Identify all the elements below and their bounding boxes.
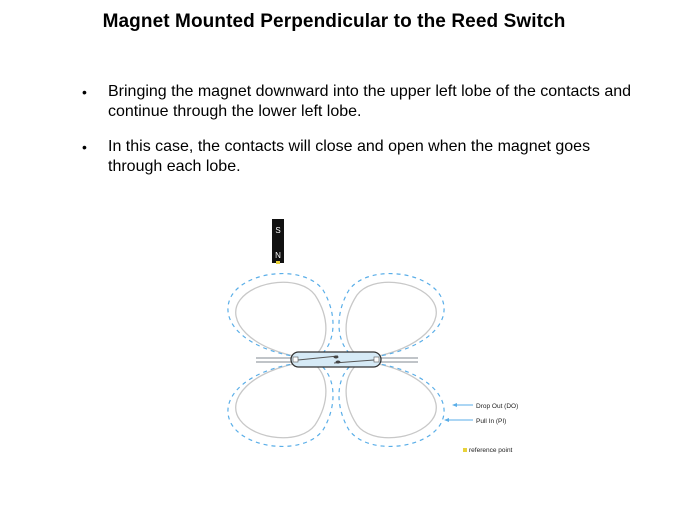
pull-in-lobe-lower-left [236,362,326,438]
drop-out-lobe-lower-left [228,363,333,446]
pull-in-lobe-lower-right [346,362,436,438]
magnet-south-label: S [275,226,281,235]
bullet-glyph: • [82,139,87,155]
magnet-reference-point [276,261,280,264]
bullet-text: In this case, the contacts will close and open when the magnet goes through each lobe. [108,138,591,175]
pull-in-lobe-upper-left [236,282,326,358]
drop-out-lobe-lower-right [339,363,444,446]
reed-switch [256,352,418,367]
pull-in-label: Pull In (PI) [476,418,507,425]
drop-out-lobe-upper-left [228,274,333,357]
pull-in-lobe-upper-right [346,282,436,358]
magnet-north-label: N [275,251,281,260]
drop-out-pointer-arrow-icon [452,403,457,407]
slide-title: Magnet Mounted Perpendicular to the Reed Switch [102,11,566,32]
legend [444,403,518,454]
reed-contact-tip-right [336,361,341,364]
bullet-glyph: • [82,84,87,100]
pull-in-pointer-arrow-icon [444,418,449,422]
reference-point-label: reference point [469,447,513,454]
reed-seal-right [374,357,379,362]
drop-out-label: Drop Out (DO) [476,403,519,410]
reed-seal-left [293,357,298,362]
reed-contact-tip-left [334,356,339,359]
bar-magnet [272,219,284,264]
bullet-text: Bringing the magnet downward into the upper left lobe of the contacts and continue through the lower left lobe. [108,83,632,120]
reference-point-marker [463,448,467,452]
drop-out-lobe-upper-right [339,274,444,357]
